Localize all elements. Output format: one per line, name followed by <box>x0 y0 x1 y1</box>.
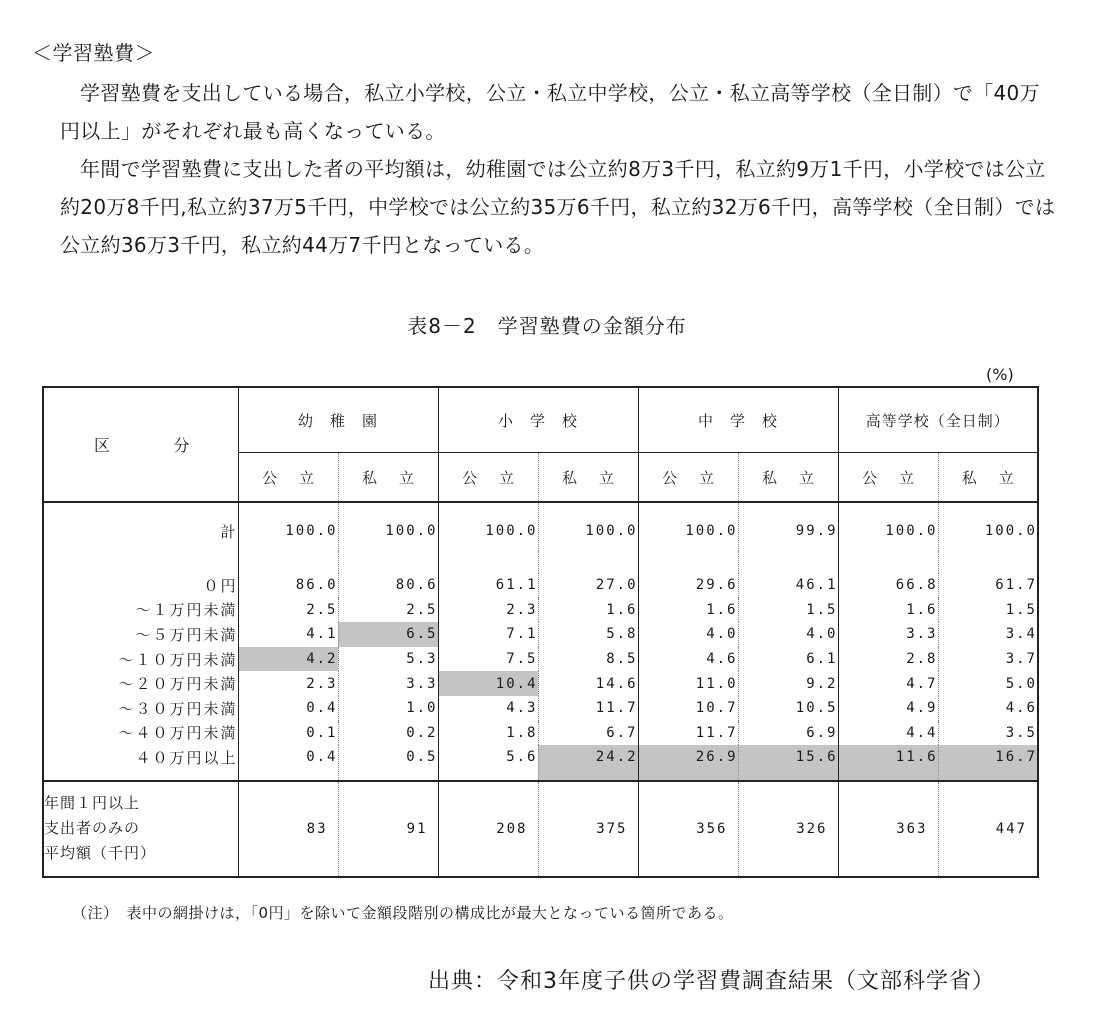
table-row <box>43 696 1038 721</box>
table-cell: 6.7 <box>538 721 638 746</box>
row-label: ～２０万円未満 <box>43 671 238 696</box>
average-cell: 326 <box>738 781 838 877</box>
table-row <box>43 502 1038 551</box>
table-cell: 11.6 <box>838 745 938 781</box>
spacer-cell <box>538 551 638 573</box>
table-row <box>43 647 1038 672</box>
table-row <box>43 721 1038 746</box>
spacer-cell <box>438 551 538 573</box>
spacer-cell <box>338 551 438 573</box>
table-cell: 5.0 <box>1005 675 1037 692</box>
table-cell: 4.0 <box>738 622 838 647</box>
paragraph-2: 年間で学習塾費に支出した者の平均額は，幼稚園では公立約8万3千円，私立約9万1千円，小学校では公立約20万8千円,私立約37万5千円，中学校では公立約35万6千円，私立約32万6千円，高等学校（全日制）では公立約36万3千円，私立約44万7千円となっている。 <box>60 157 1056 257</box>
subheader-public-label: 公立 <box>461 468 536 487</box>
table-cell: 6.5 <box>338 622 438 647</box>
table-row <box>43 573 1038 598</box>
average-row <box>43 781 1038 877</box>
table-cell: 6.9 <box>738 721 838 746</box>
table-cell: 11.7 <box>538 696 638 721</box>
table-cell: 2.3 <box>238 671 338 696</box>
row-label: ～４０万円未満 <box>43 721 238 746</box>
average-cell: 83 <box>238 781 338 877</box>
kubun-header <box>43 387 238 502</box>
table-cell: 0.4 <box>238 696 338 721</box>
table-cell: 86.0 <box>238 573 338 598</box>
subheader-public-label: 公立 <box>261 468 336 487</box>
table-cell: 46.1 <box>738 573 838 598</box>
spacer-row <box>43 551 1038 573</box>
table-cell: 4.7 <box>838 671 938 696</box>
table-cell: 7.1 <box>438 622 538 647</box>
source-citation: 出典：令和3年度子供の学習費調査結果（文部科学省） <box>428 969 995 994</box>
subheader-private-label: 私立 <box>761 468 836 487</box>
average-cell: 208 <box>438 781 538 877</box>
table-cell: 3.7 <box>1005 651 1037 668</box>
table-cell: 3.5 <box>1005 724 1037 741</box>
subheader-public-label: 公立 <box>861 468 936 487</box>
table-cell: 3.3 <box>338 671 438 696</box>
group-header-junior-high: 中 学 校 <box>638 387 838 453</box>
table-cell: 11.7 <box>638 721 738 746</box>
unit-label: (%) <box>986 365 1014 384</box>
table-cell: 0.1 <box>238 721 338 746</box>
average-cell: 363 <box>838 781 938 877</box>
table-cell: 1.5 <box>738 598 838 623</box>
subheader-public-2 <box>638 453 738 503</box>
table-cell: 100.0 <box>438 502 538 551</box>
table-cell: 6.1 <box>738 647 838 672</box>
table-body <box>43 502 1038 877</box>
table-cell: 100.0 <box>538 502 638 551</box>
table-cell: 4.4 <box>838 721 938 746</box>
group-header-elementary: 小 学 校 <box>438 387 638 453</box>
table-cell: 1.8 <box>438 721 538 746</box>
row-label: 計 <box>43 502 238 551</box>
paragraph-1: 学習塾費を支出している場合，私立小学校，公立・私立中学校，公立・私立高等学校（全日制）で「40万円以上」がそれぞれ最も高くなっている。 <box>60 81 1040 143</box>
table-cell: 10.4 <box>438 671 538 696</box>
table-cell: 80.6 <box>338 573 438 598</box>
table-cell: 61.7 <box>995 577 1037 594</box>
expense-distribution-table <box>42 386 1039 878</box>
average-label-line: 平均額（千円） <box>44 844 157 863</box>
subheader-public-1 <box>438 453 538 503</box>
table-cell: 100.0 <box>238 502 338 551</box>
table-cell: 0.5 <box>338 745 438 781</box>
table-cell: 66.8 <box>838 573 938 598</box>
average-label <box>43 781 238 877</box>
row-label: ～１０万円未満 <box>43 647 238 672</box>
table-cell: 8.5 <box>538 647 638 672</box>
table-row <box>43 671 1038 696</box>
table-cell: 3.4 <box>1005 626 1037 643</box>
table-row <box>43 622 1038 647</box>
subheader-private-3 <box>938 453 1038 503</box>
table-cell: 0.4 <box>238 745 338 781</box>
table-cell: 11.0 <box>638 671 738 696</box>
table-cell: 4.1 <box>238 622 338 647</box>
table-row <box>43 598 1038 623</box>
table-cell: 24.2 <box>538 745 638 781</box>
subheader-private-2 <box>738 453 838 503</box>
table-cell: 1.6 <box>538 598 638 623</box>
table-cell: 4.6 <box>638 647 738 672</box>
average-label-line: 支出者のみの <box>44 819 141 838</box>
table-cell: 26.9 <box>638 745 738 781</box>
table-title: 表8－2 学習塾費の金額分布 <box>407 314 687 338</box>
subheader-public-0 <box>238 453 338 503</box>
table-cell: 100.0 <box>838 502 938 551</box>
subheader-private-0 <box>338 453 438 503</box>
subheader-public-label: 公立 <box>661 468 736 487</box>
average-cell: 356 <box>638 781 738 877</box>
kubun-right: 分 <box>173 436 190 455</box>
header-row-groups <box>43 387 1038 453</box>
table-cell: 5.3 <box>338 647 438 672</box>
subheader-private-label: 私立 <box>561 468 636 487</box>
spacer-cell <box>738 551 838 573</box>
row-label: ０円 <box>43 573 238 598</box>
spacer-cell <box>838 551 938 573</box>
average-label-line: 年間１円以上 <box>44 794 141 813</box>
table-row <box>43 745 1038 781</box>
row-label: ～３０万円未満 <box>43 696 238 721</box>
table-cell: 2.8 <box>838 647 938 672</box>
table-cell: 4.2 <box>238 647 338 672</box>
spacer-cell <box>238 551 338 573</box>
section-heading: ＜学習塾費＞ <box>32 41 155 65</box>
spacer-cell <box>938 551 1038 573</box>
table-cell: 1.5 <box>1005 601 1037 618</box>
table-cell: 4.3 <box>438 696 538 721</box>
table-cell: 7.5 <box>438 647 538 672</box>
subheader-private-label: 私立 <box>361 468 436 487</box>
table-cell: 1.0 <box>338 696 438 721</box>
table-cell: 61.1 <box>438 573 538 598</box>
spacer-cell <box>43 551 238 573</box>
table-cell: 2.3 <box>438 598 538 623</box>
table-cell: 5.8 <box>538 622 638 647</box>
subheader-public-3 <box>838 453 938 503</box>
table-cell: 2.5 <box>238 598 338 623</box>
average-cell: 91 <box>338 781 438 877</box>
table-cell: 9.2 <box>738 671 838 696</box>
table-cell: 4.9 <box>838 696 938 721</box>
average-cell: 447 <box>938 781 1038 877</box>
table-cell: 10.5 <box>738 696 838 721</box>
table-cell: 1.6 <box>838 598 938 623</box>
table-cell: 3.3 <box>838 622 938 647</box>
table-cell: 0.2 <box>338 721 438 746</box>
row-label: ～５万円未満 <box>43 622 238 647</box>
subheader-private-1 <box>538 453 638 503</box>
table-cell: 99.9 <box>738 502 838 551</box>
spacer-cell <box>638 551 738 573</box>
table-cell: 4.6 <box>1005 700 1037 717</box>
row-label: ～１万円未満 <box>43 598 238 623</box>
subheader-private-label: 私立 <box>961 468 1036 487</box>
table-cell: 5.6 <box>438 745 538 781</box>
table-cell: 4.0 <box>638 622 738 647</box>
table-cell: 10.7 <box>638 696 738 721</box>
table-cell: 2.5 <box>338 598 438 623</box>
table-cell: 100.0 <box>638 502 738 551</box>
table-cell: 100.0 <box>338 502 438 551</box>
table-cell: 29.6 <box>638 573 738 598</box>
table-cell: 1.6 <box>638 598 738 623</box>
table-note: （注） 表中の網掛けは，「0円」を除いて金額段階別の構成比が最大となっている箇所である。 <box>72 904 734 922</box>
group-header-kindergarten: 幼 稚 園 <box>238 387 438 453</box>
kubun-left: 区 <box>94 436 111 455</box>
table-cell: 14.6 <box>538 671 638 696</box>
table-cell: 16.7 <box>938 745 1038 781</box>
table-cell: 15.6 <box>738 745 838 781</box>
table-cell: 100.0 <box>984 523 1037 539</box>
group-header-high-school: 高等学校（全日制） <box>838 387 1038 453</box>
average-cell: 375 <box>538 781 638 877</box>
table-cell: 27.0 <box>538 573 638 598</box>
row-label: ４０万円以上 <box>43 745 238 781</box>
